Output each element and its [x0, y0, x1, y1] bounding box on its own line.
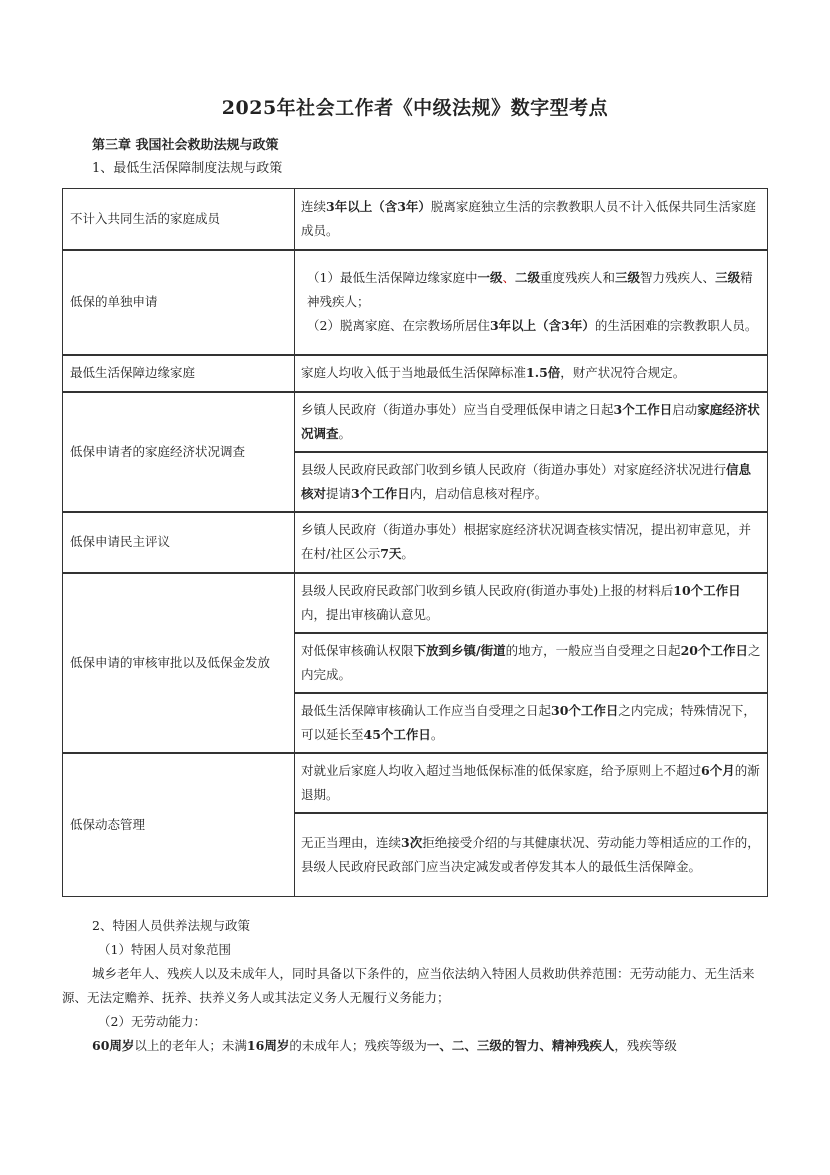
tail-section	[62, 914, 768, 1058]
table-row	[63, 355, 768, 392]
table-row	[63, 573, 768, 633]
row-label: 低保申请的审核审批以及低保金发放	[63, 573, 295, 753]
row-label: 低保的单独申请	[63, 250, 295, 355]
section-heading-2: 2、特困人员供养法规与政策	[92, 918, 250, 933]
row-label: 低保申请者的家庭经济状况调查	[63, 392, 295, 512]
subsection-heading: （1）特困人员对象范围	[98, 942, 231, 957]
row-content: 县级人民政府民政部门收到乡镇人民政府(街道办事处)上报的材料后10个工作日内，提出审核确认意见。	[295, 573, 768, 633]
row-content: 连续3年以上（含3年）脱离家庭独立生活的宗教教职人员不计入低保共同生活家庭成员。	[295, 189, 768, 250]
row-label: 最低生活保障边缘家庭	[63, 355, 295, 392]
row-content: 乡镇人民政府（街道办事处）根据家庭经济状况调查核实情况，提出初审意见，并在村/社区公示7天。	[295, 512, 768, 573]
row-content: （1）最低生活保障边缘家庭中一级、二级重度残疾人和三级智力残疾人、三级精神残疾人； （2）脱离家庭、在宗教场所居住3年以上（含3年）的生活困难的宗教教职人员。	[295, 250, 768, 355]
page-title: 2025年社会工作者《中级法规》数字型考点	[221, 97, 609, 119]
row-label: 低保动态管理	[63, 753, 295, 897]
chapter-heading: 第三章 我国社会救助法规与政策	[92, 138, 279, 153]
row-content: 乡镇人民政府（街道办事处）应当自受理低保申请之日起3个工作日启动家庭经济状况调查。	[295, 392, 768, 452]
paragraph: 城乡老年人、残疾人以及未成年人，同时具备以下条件的，应当依法纳入特困人员救助供养范围：无劳动能力、无生活来源、无法定赡养、抚养、扶养义务人或其法定义务人无履行义务能力；	[62, 966, 755, 1005]
table-row	[63, 753, 768, 813]
row-label: 不计入共同生活的家庭成员	[63, 189, 295, 250]
table-row	[63, 250, 768, 355]
row-content: 无正当理由，连续3次拒绝接受介绍的与其健康状况、劳动能力等相适应的工作的，县级人民政府民政部门应当决定减发或者停发其本人的最低生活保障金。	[295, 813, 768, 897]
row-label: 低保申请民主评议	[63, 512, 295, 573]
row-content: 家庭人均收入低于当地最低生活保障标准1.5倍，财产状况符合规定。	[295, 355, 768, 392]
row-content: 最低生活保障审核确认工作应当自受理之日起30个工作日之内完成；特殊情况下，可以延长至45个工作日。	[295, 693, 768, 753]
table-row	[63, 512, 768, 573]
paragraph: 60周岁以上的老年人；未满16周岁的未成年人；残疾等级为一、二、三级的智力、精神残疾人，残疾等级	[92, 1038, 677, 1053]
row-content: 县级人民政府民政部门收到乡镇人民政府（街道办事处）对家庭经济状况进行信息核对提请3个工作日内，启动信息核对程序。	[295, 452, 768, 512]
policy-table	[62, 188, 768, 897]
table-row	[63, 189, 768, 250]
row-content: 对低保审核确认权限下放到乡镇/街道的地方，一般应当自受理之日起20个工作日之内完成。	[295, 633, 768, 693]
subsection-heading: （2）无劳动能力：	[98, 1014, 206, 1029]
section-heading-1: 1、最低生活保障制度法规与政策	[92, 161, 283, 176]
row-content: 对就业后家庭人均收入超过当地低保标准的低保家庭，给予原则上不超过6个月的渐退期。	[295, 753, 768, 813]
table-row	[63, 392, 768, 452]
